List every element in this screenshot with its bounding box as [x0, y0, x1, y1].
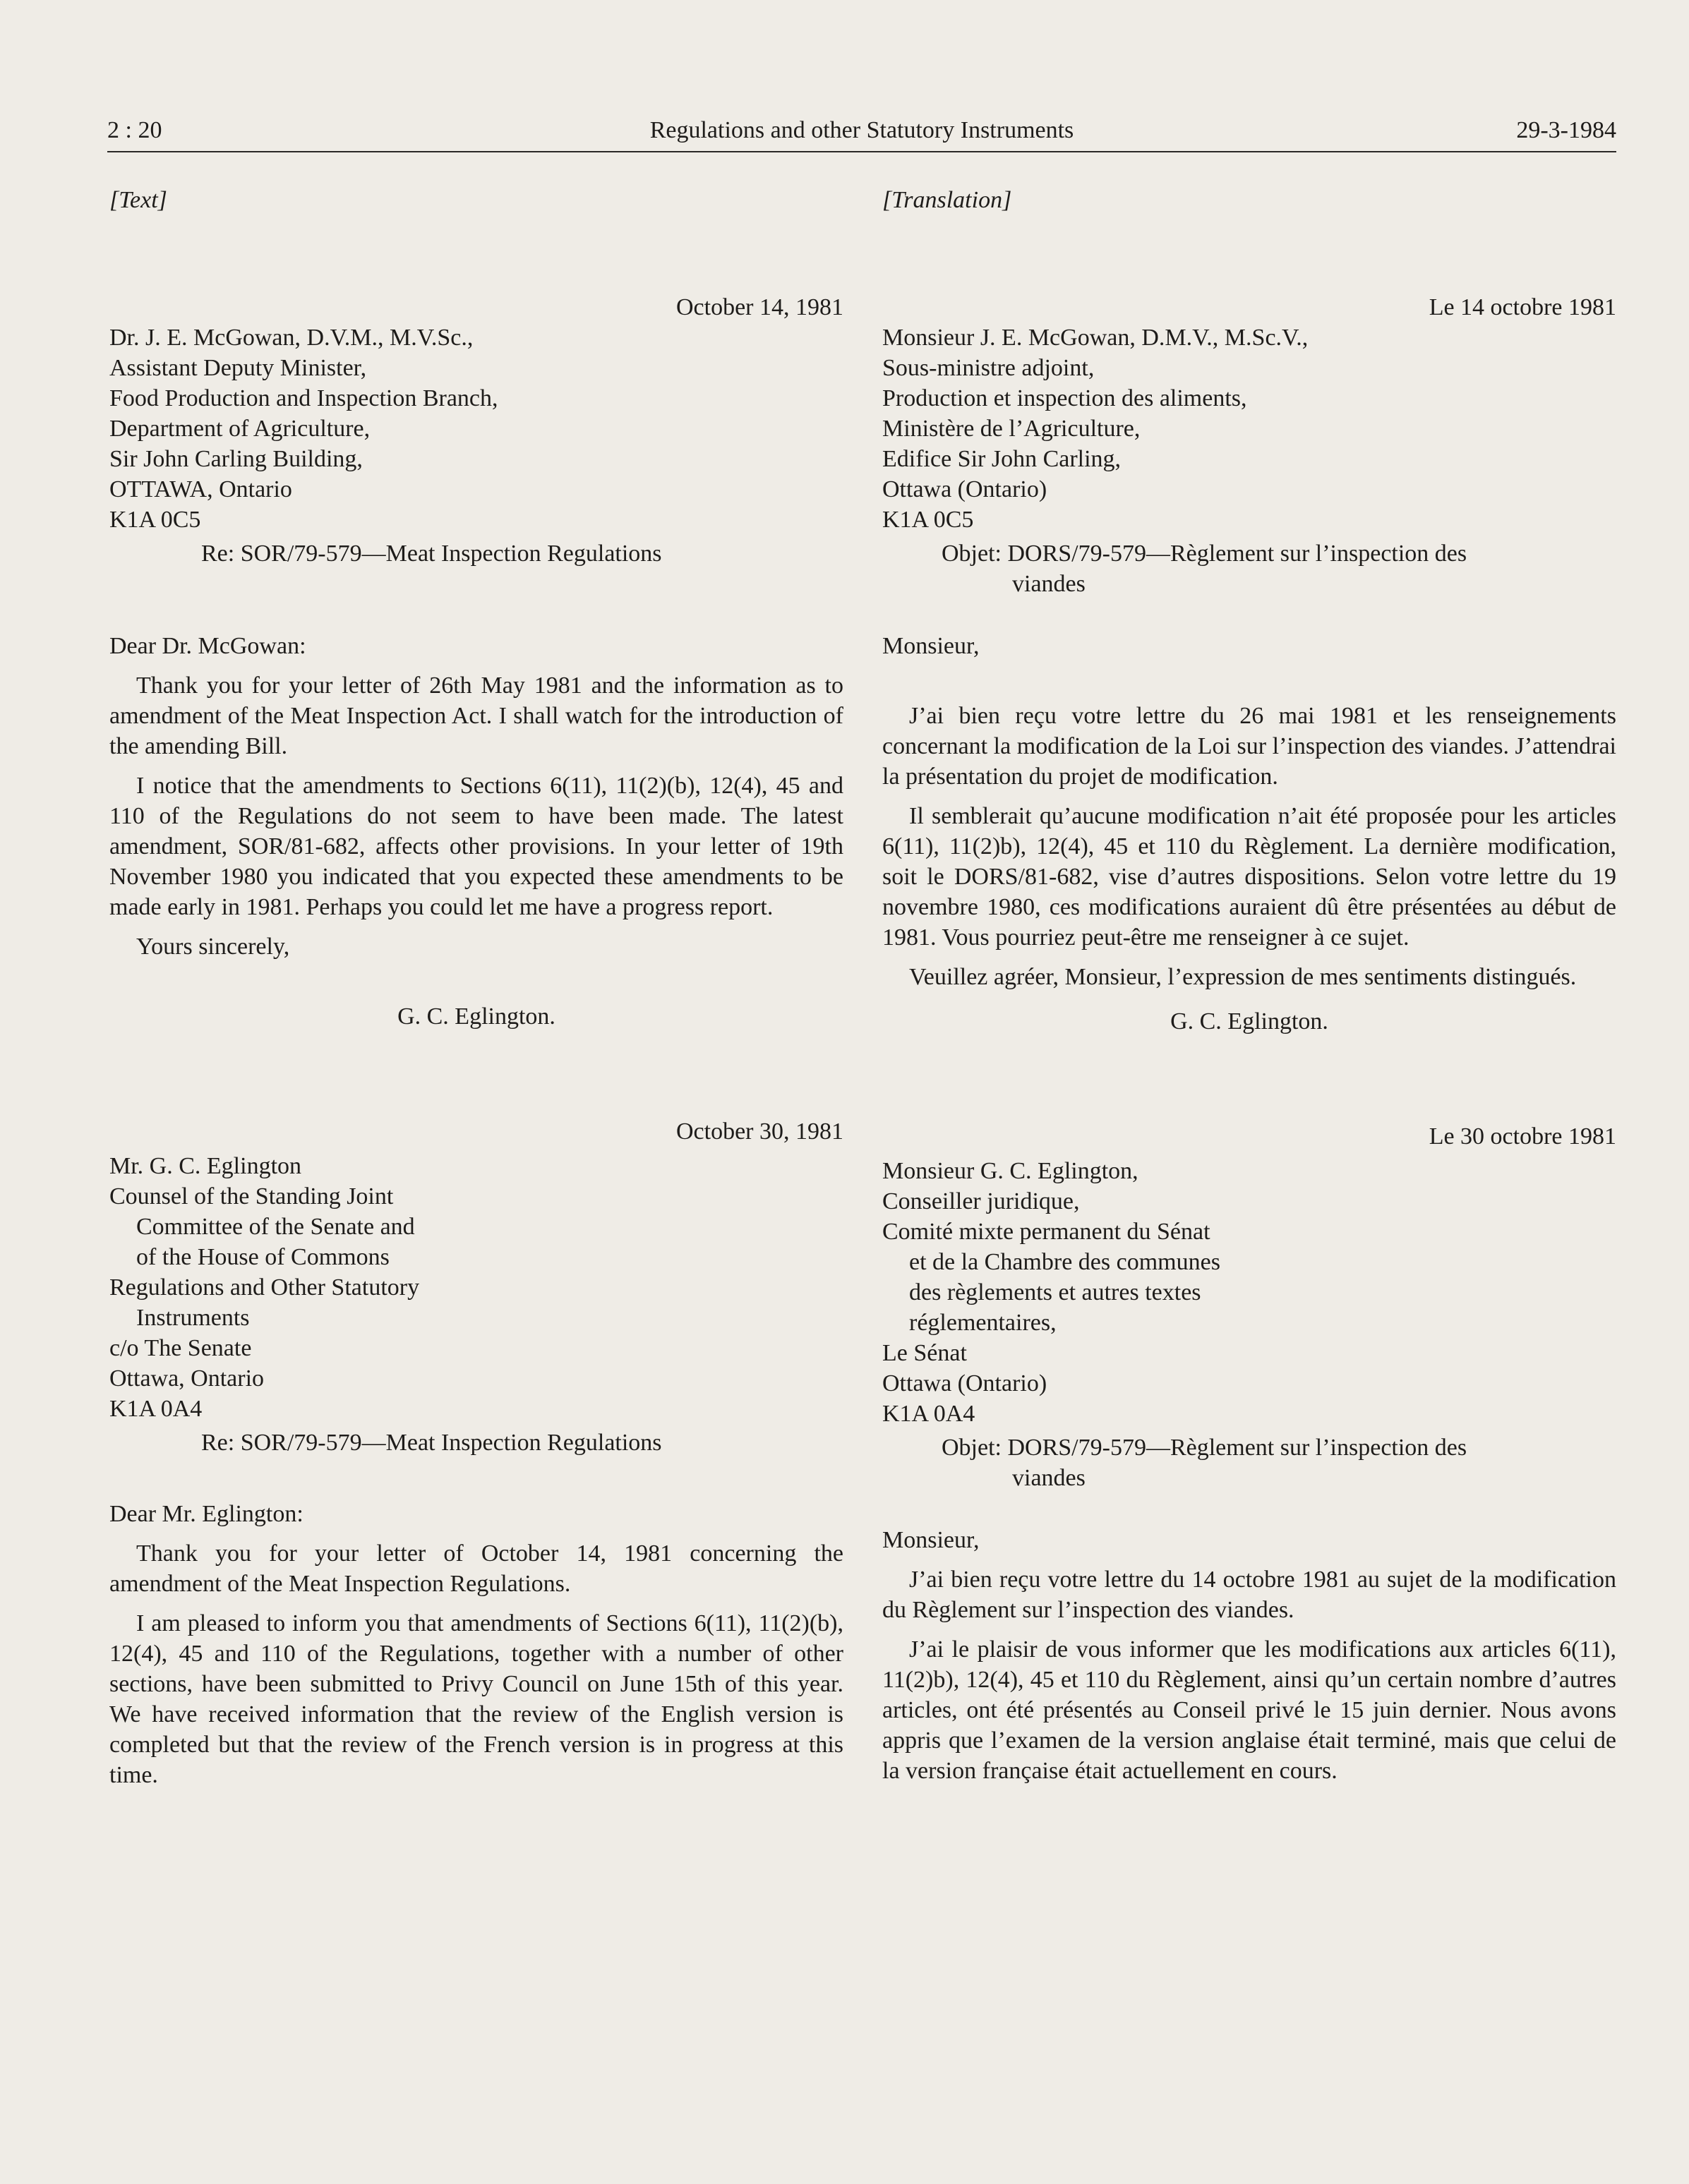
letter-2-fr — [882, 1121, 1616, 1786]
salutation: Monsieur, — [882, 1527, 980, 1553]
address-line: Monsieur J. E. McGowan, D.M.V., M.Sc.V., — [882, 325, 1309, 351]
body-paragraph: J’ai le plaisir de vous informer que les modifications aux articles 6(11), 11(2)b), 12(4), 45 et 110 du Règlement, ainsi qu’un certain nombre d’autres articles, ont été présentés au Conseil privé le 15 juin dernier. Nous avons appris que l’examen de la version anglaise était terminé, mais que celui de la version française était actuellement en cours. — [882, 1636, 1616, 1784]
french-column — [882, 185, 1616, 1786]
address-line: Committee of the Senate and — [136, 1214, 415, 1240]
body-paragraph: Thank you for your letter of October 14, 1981 concerning the amendment of the Meat Inspection Regulations. — [109, 1540, 843, 1597]
body-paragraph: Thank you for your letter of 26th May 1981 and the information as to amendment of the Meat Inspection Act. I shall watch for the introduction of the amending Bill. — [109, 672, 843, 759]
publication-title: Regulations and other Statutory Instruments — [649, 117, 1074, 143]
address-line: Ottawa (Ontario) — [882, 476, 1047, 502]
closing: Yours sincerely, — [136, 934, 290, 960]
address-line: K1A 0A4 — [109, 1396, 203, 1422]
subject-line — [882, 538, 1616, 599]
address-line: Ministère de l’Agriculture, — [882, 416, 1141, 442]
address-line: Edifice Sir John Carling, — [882, 446, 1122, 472]
address-line: Comité mixte permanent du Sénat — [882, 1219, 1210, 1245]
subject-text: Objet: DORS/79-579—Règlement sur l’inspection des — [942, 541, 1467, 567]
salutation: Monsieur, — [882, 633, 980, 659]
address-line: K1A 0C5 — [882, 507, 974, 533]
address-line: Le Sénat — [882, 1340, 967, 1366]
page-number: 2 : 20 — [107, 117, 162, 143]
address-line: K1A 0C5 — [109, 507, 201, 533]
letter-date: October 14, 1981 — [675, 294, 843, 320]
recipient-address — [882, 322, 1616, 535]
salutation: Dear Dr. McGowan: — [109, 633, 306, 659]
address-line: OTTAWA, Ontario — [109, 476, 292, 502]
issue-date: 29-3-1984 — [1516, 117, 1616, 143]
running-header — [107, 113, 1616, 152]
address-line: of the House of Commons — [136, 1244, 390, 1270]
address-line: Sir John Carling Building, — [109, 446, 363, 472]
recipient-address — [882, 1156, 1616, 1429]
letter-date: Le 14 octobre 1981 — [1429, 294, 1616, 320]
address-line: Department of Agriculture, — [109, 416, 371, 442]
letter-date: Le 30 octobre 1981 — [1429, 1123, 1616, 1150]
address-line: Production et inspection des aliments, — [882, 385, 1247, 411]
section-label-text: [Text] — [109, 187, 167, 213]
address-line: Mr. G. C. Eglington — [109, 1153, 302, 1179]
address-line: c/o The Senate — [109, 1335, 252, 1361]
address-line: Assistant Deputy Minister, — [109, 355, 367, 381]
subject-line — [882, 1432, 1616, 1493]
letter-date: October 30, 1981 — [675, 1118, 843, 1145]
subject-text: Objet: DORS/79-579—Règlement sur l’inspection des — [942, 1435, 1467, 1461]
salutation: Dear Mr. Eglington: — [109, 1501, 303, 1527]
address-line: et de la Chambre des communes — [909, 1249, 1220, 1275]
body-paragraph: I am pleased to inform you that amendments of Sections 6(11), 11(2)(b), 12(4), 45 and 110 of the Regulations, together with a number of other sections, have been submitted to Privy Council on June 15th of this year. We have received information that the review of the English version is completed but that the review of the French version is in progress at this time. — [109, 1610, 843, 1788]
address-line: Food Production and Inspection Branch, — [109, 385, 498, 411]
body-paragraph: J’ai bien reçu votre lettre du 14 octobre 1981 au sujet de la modification du Règlement sur l’inspection des viandes. — [882, 1567, 1616, 1623]
signature: G. C. Eglington. — [397, 1003, 555, 1030]
subject-text-continued: viandes — [1012, 571, 1086, 597]
address-line: Monsieur G. C. Eglington, — [882, 1158, 1138, 1184]
subject-line: Re: SOR/79-579—Meat Inspection Regulations — [201, 1430, 662, 1456]
body-paragraph: Veuillez agréer, Monsieur, l’expression de mes sentiments distingués. — [909, 964, 1577, 990]
address-line: des règlements et autres textes — [909, 1279, 1201, 1305]
address-line: Ottawa (Ontario) — [882, 1370, 1047, 1396]
recipient-address — [109, 322, 843, 535]
body-paragraph: I notice that the amendments to Sections 6(11), 11(2)(b), 12(4), 45 and 110 of the Regulations do not seem to have been made. The latest amendment, SOR/81-682, affects other provisions. In your letter of 19th November 1980 you indicated that you expected these amendments to be made early in 1981. Perhaps you could let me have a progress report. — [109, 773, 843, 920]
address-line: réglementaires, — [909, 1310, 1057, 1336]
section-label-translation: [Translation] — [882, 187, 1012, 213]
subject-line: Re: SOR/79-579—Meat Inspection Regulations — [201, 541, 662, 567]
address-line: Instruments — [136, 1305, 250, 1331]
letter-1-en — [109, 292, 843, 1032]
address-line: Dr. J. E. McGowan, D.V.M., M.V.Sc., — [109, 325, 474, 351]
body-paragraph: J’ai bien reçu votre lettre du 26 mai 1981 et les renseignements concernant la modification de la Loi sur l’inspection des viandes. J’attendrai la présentation du projet de modification. — [882, 703, 1616, 790]
address-line: Sous-ministre adjoint, — [882, 355, 1095, 381]
subject-text-continued: viandes — [1012, 1465, 1086, 1491]
address-line: Conseiller juridique, — [882, 1188, 1080, 1214]
letter-1-fr — [882, 292, 1616, 1037]
address-line: K1A 0A4 — [882, 1401, 975, 1427]
recipient-address — [109, 1151, 843, 1424]
signature: G. C. Eglington. — [1170, 1008, 1328, 1034]
letter-2-en — [109, 1116, 843, 1790]
address-line: Regulations and Other Statutory — [109, 1274, 420, 1301]
english-column — [109, 185, 843, 1790]
address-line: Counsel of the Standing Joint — [109, 1183, 394, 1209]
body-paragraph: Il semblerait qu’aucune modification n’ait été proposée pour les articles 6(11), 11(2)b), 12(4), 45 et 110 du Règlement. La dernière modification, soit le DORS/81-682, vise d’autres dispositions. Selon votre lettre du 19 novembre 1980, ces modifications auraient dû être présentées au début de 1981. Vous pourriez peut-être me renseigner à ce sujet. — [882, 803, 1616, 951]
address-line: Ottawa, Ontario — [109, 1365, 265, 1392]
